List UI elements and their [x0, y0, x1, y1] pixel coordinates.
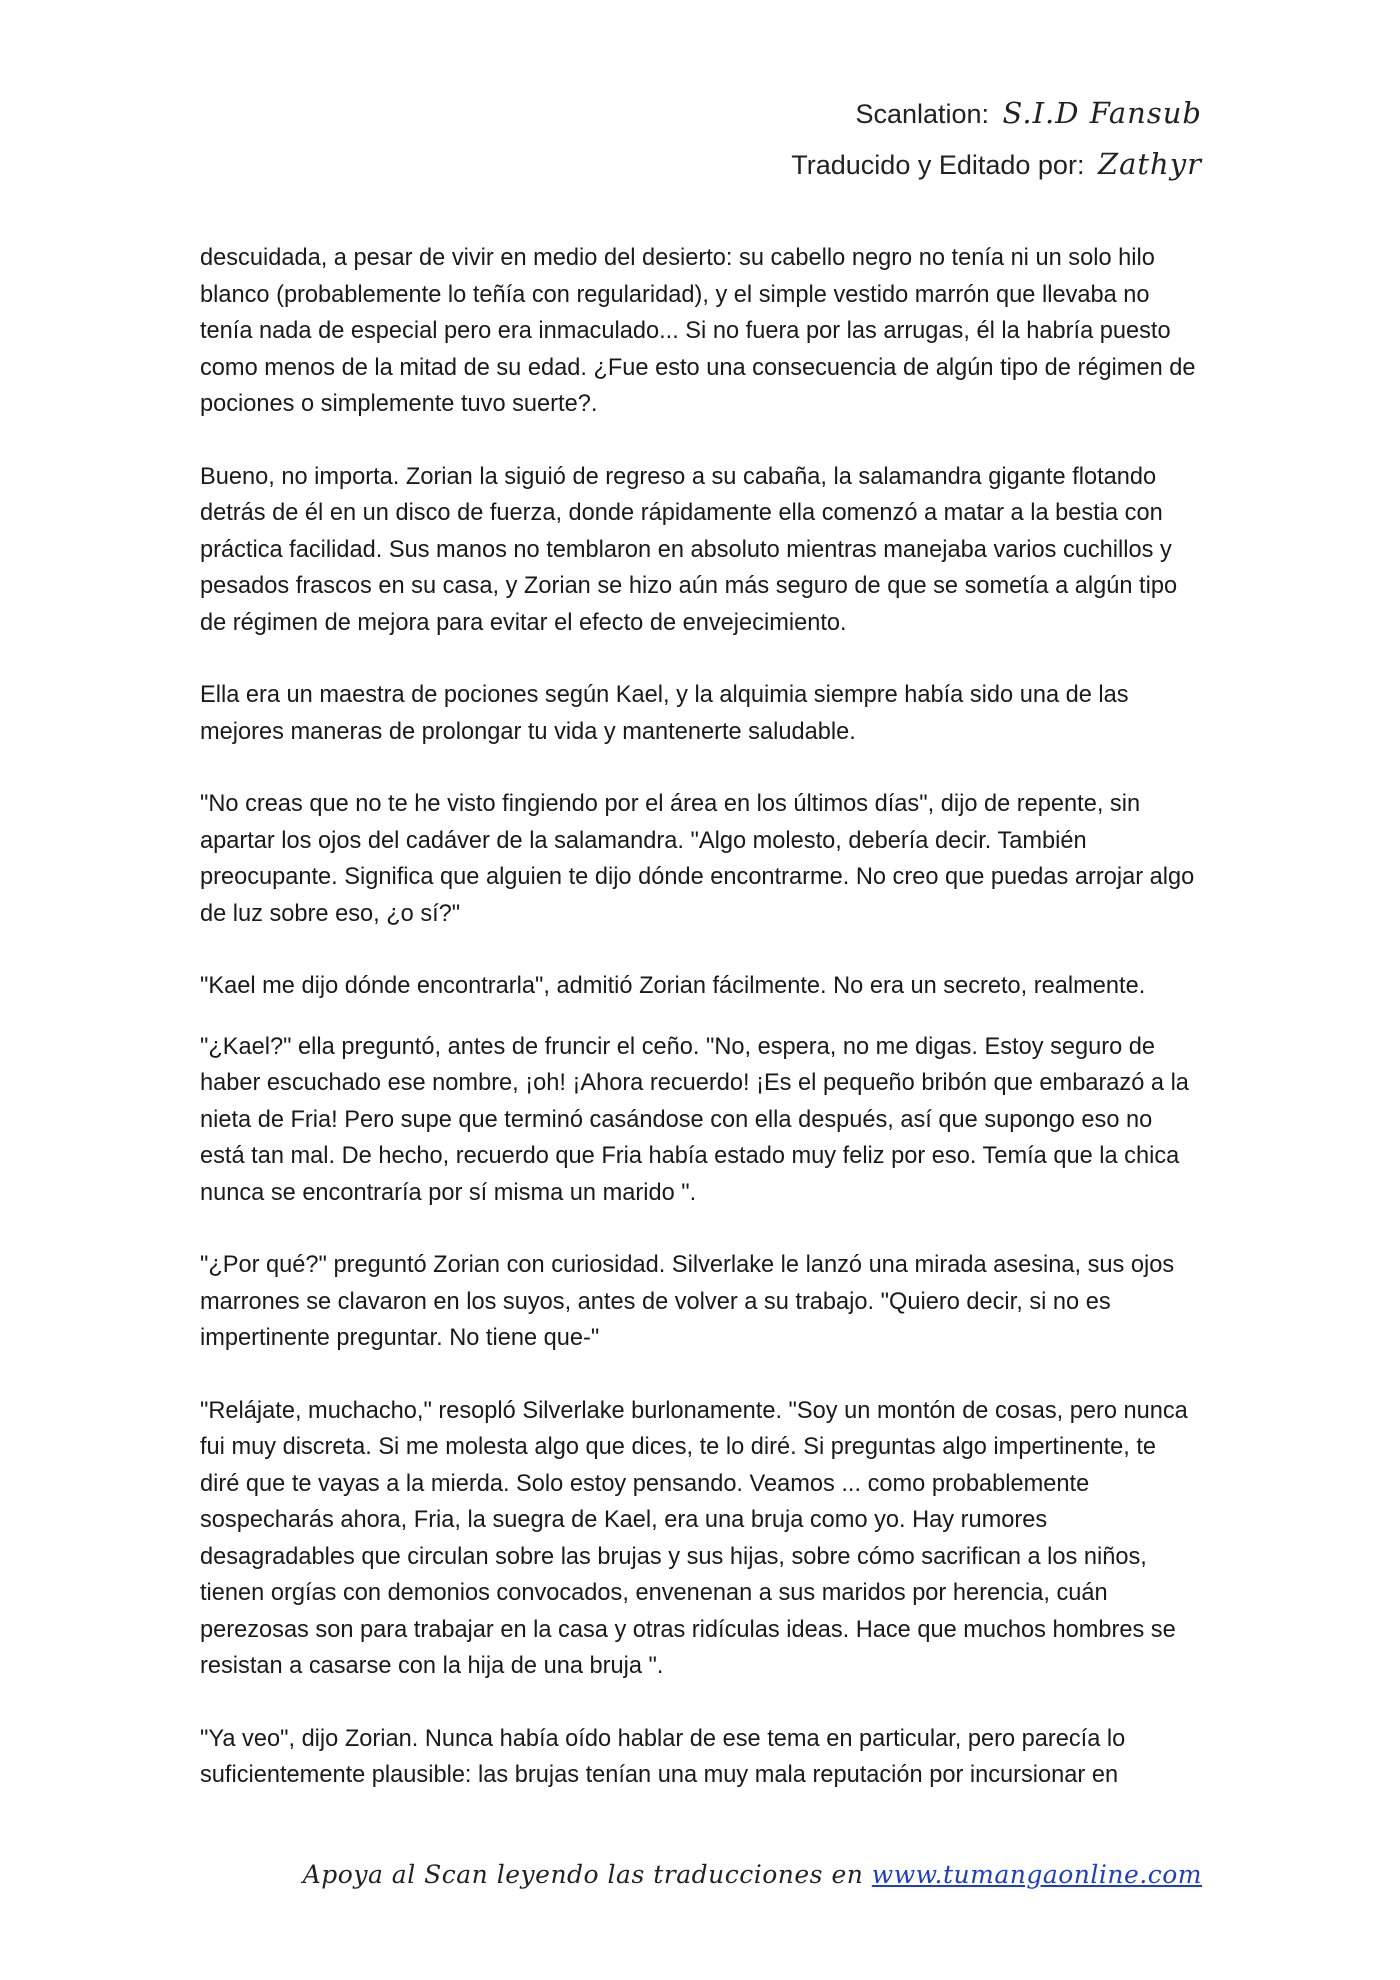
paragraph: "Relájate, muchacho," resopló Silverlake burlonamente. "Soy un montón de cosas, pero nunca fui muy discreta. Si me molesta algo que dices, te lo diré. Si preguntas algo impertinente, te diré que te vayas a la mierda. Solo estoy pensando. Veamos ... como probablemente sospecharás ahora, Fria, la suegra de Kael, era una bruja como yo. Hay rumores desagradables que circulan sobre las brujas y sus hijas, sobre cómo sacrifican a los niños, tienen orgías con demonios convocados, envenenan a sus maridos por herencia, cuán perezosas son para trabajar en la casa y otras ridículas ideas. Hace que muchos hombres se resistan a casarse con la hija de una bruja ".: [200, 1397, 1188, 1679]
translator-credit: [791, 139, 1202, 190]
paragraph: "Ya veo", dijo Zorian. Nunca había oído hablar de ese tema en particular, pero parecía lo suficientemente plausible: las brujas tenían una muy mala reputación por incursionar en: [200, 1725, 1126, 1788]
footer-text: Apoya al Scan leyendo las traducciones en: [302, 1860, 864, 1889]
paragraph: "¿Kael?" ella preguntó, antes de fruncir el ceño. "No, espera, no me digas. Estoy seguro de haber escuchado ese nombre, ¡oh! ¡Ahora recuerdo! ¡Es el pequeño bribón que embarazó a la nieta de Fria! Pero supe que terminó casándose con ella después, así que supongo eso no está tan mal. De hecho, recuerdo que Fria había estado muy feliz por eso. Temía que la chica nunca se encontraría por sí misma un marido ".: [200, 1033, 1189, 1206]
footer-support-note: [303, 1860, 1202, 1889]
scanlation-label: Scanlation:: [855, 99, 990, 129]
paragraph: "¿Por qué?" preguntó Zorian con curiosidad. Silverlake le lanzó una mirada asesina, sus ojos marrones se clavaron en los suyos, antes de volver a su trabajo. "Quiero decir, si no es impertinente preguntar. No tiene que-": [200, 1252, 1175, 1351]
paragraph: "No creas que no te he visto fingiendo por el área en los últimos días", dijo de repente, sin apartar los ojos del cadáver de la salamandra. "Algo molesto, debería decir. También preocupante. Significa que alguien te dijo dónde encontrarme. No creo que puedas arrojar algo de luz sobre eso, ¿o sí?": [200, 791, 1195, 927]
paragraph: Bueno, no importa. Zorian la siguió de regreso a su cabaña, la salamandra gigante flotando detrás de él en un disco de fuerza, donde rápidamente ella comenzó a matar a la bestia con práctica facilidad. Sus manos no temblaron en absoluto mientras manejaba varios cuchillos y pesados frascos en su casa, y Zorian se hizo aún más seguro de que se sometía a algún tipo de régimen de mejora para evitar el efecto de envejecimiento.: [200, 463, 1178, 636]
translator-name: Zathyr: [1097, 147, 1202, 181]
paragraph: "Kael me dijo dónde encontrarla", admitió Zorian fácilmente. No era un secreto, realmente.: [200, 973, 1146, 999]
document-body: [200, 240, 1200, 1830]
footer-link[interactable]: www.tumangaonline.com: [871, 1860, 1202, 1889]
scanlation-credit: [791, 88, 1202, 139]
scanlation-group: S.I.D Fansub: [1002, 96, 1202, 130]
translator-label: Traducido y Editado por:: [791, 150, 1085, 180]
paragraph: Ella era un maestra de pociones según Kael, y la alquimia siempre había sido una de las mejores maneras de prolongar tu vida y mantenerte saludable.: [200, 682, 1129, 745]
credits-block: [791, 88, 1202, 190]
paragraph: descuidada, a pesar de vivir en medio del desierto: su cabello negro no tenía ni un solo hilo blanco (probablemente lo teñía con regularidad), y el simple vestido marrón que llevaba no tenía nada de especial pero era inmaculado... Si no fuera por las arrugas, él la habría puesto como menos de la mitad de su edad. ¿Fue esto una consecuencia de algún tipo de régimen de pociones o simplemente tuvo suerte?.: [200, 245, 1196, 417]
